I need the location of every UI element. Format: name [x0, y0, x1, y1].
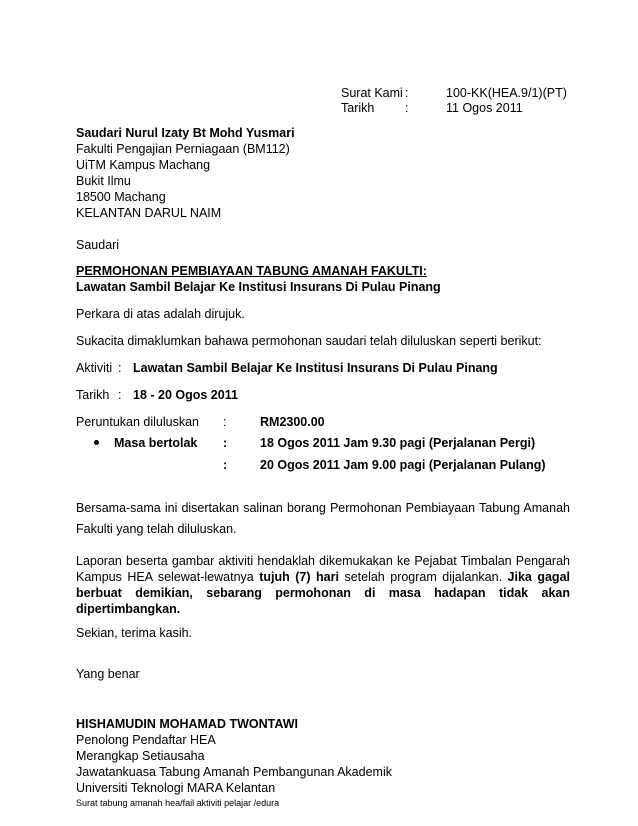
recipient-line: 18500 Machang	[76, 190, 166, 204]
masa-label: Masa bertolak	[114, 436, 198, 450]
paragraph-report	[76, 553, 570, 617]
tarikh-sep: :	[118, 388, 122, 402]
tarikh-value: 18 - 20 Ogos 2011	[133, 388, 238, 402]
reference-label-surat-kami: Surat Kami	[341, 86, 403, 100]
signatory-line: Jawatankuasa Tabung Amanah Pembangunan Akademik	[76, 765, 392, 779]
aktiviti-label: Aktiviti	[76, 361, 113, 375]
masa-sep: :	[223, 436, 228, 450]
report-deadline: tujuh (7) hari	[259, 570, 339, 584]
recipient-line: UiTM Kampus Machang	[76, 158, 211, 172]
reference-date: 11 Ogos 2011	[446, 101, 523, 115]
masa-departure: 18 Ogos 2011 Jam 9.30 pagi (Perjalanan Pergi)	[260, 436, 536, 450]
recipient-line: KELANTAN DARUL NAIM	[76, 206, 222, 220]
paragraph-attachment: Bersama-sama ini disertakan salinan borang Permohonan Pembiayaan Tabung Amanah Fakulti yang telah diluluskan.	[76, 501, 570, 536]
salutation: Saudari	[76, 238, 120, 252]
reference-label-tarikh: Tarikh	[341, 101, 375, 115]
report-warning: Jika gagal berbuat demikian, sebarang permohonan di masa hadapan tidak akan dipertimbangkan.	[76, 570, 570, 616]
signatory-line: Universiti Teknologi MARA Kelantan	[76, 781, 276, 795]
recipient-line: Fakulti Pengajian Perniagaan (BM112)	[76, 142, 290, 156]
reference-sep: :	[405, 101, 409, 115]
signatory-line: Merangkap Setiausaha	[76, 749, 205, 763]
report-text: setelah program dijalankan.	[338, 570, 508, 584]
bullet-icon	[94, 440, 99, 445]
recipient-line: Bukit Ilmu	[76, 174, 131, 188]
paragraph-reference: Perkara di atas adalah dirujuk.	[76, 307, 245, 321]
signatory-line: Penolong Pendaftar HEA	[76, 733, 216, 747]
recipient-name: Saudari Nurul Izaty Bt Mohd Yusmari	[76, 126, 295, 140]
peruntukan-sep: :	[223, 415, 227, 429]
footer-note: Surat tabung amanah hea/fail aktiviti pelajar /edura	[76, 798, 280, 808]
subject-subtitle: Lawatan Sambil Belajar Ke Institusi Insurans Di Pulau Pinang	[76, 280, 441, 294]
peruntukan-value: RM2300.00	[260, 415, 325, 429]
closing: Sekian, terima kasih.	[76, 626, 193, 640]
tarikh-label: Tarikh	[76, 388, 110, 402]
reference-sep: :	[405, 86, 409, 100]
aktiviti-sep: :	[118, 361, 122, 375]
masa-return: 20 Ogos 2011 Jam 9.00 pagi (Perjalanan Pulang)	[260, 458, 546, 472]
signoff: Yang benar	[76, 667, 140, 681]
aktiviti-value: Lawatan Sambil Belajar Ke Institusi Insurans Di Pulau Pinang	[133, 361, 498, 375]
peruntukan-label: Peruntukan diluluskan	[76, 415, 199, 429]
signatory-name: HISHAMUDIN MOHAMAD TWONTAWI	[76, 717, 298, 731]
report-text: Laporan beserta gambar aktiviti hendaklah dikemukakan ke Pejabat Timbalan Pengarah Kampus HEA selewat-lewatnya	[76, 554, 570, 584]
masa-sep: :	[223, 458, 228, 472]
paragraph-approval: Sukacita dimaklumkan bahawa permohonan saudari telah diluluskan seperti berikut:	[76, 334, 542, 348]
reference-number: 100-KK(HEA.9/1)(PT)	[446, 86, 567, 100]
subject-title: PERMOHONAN PEMBIAYAAN TABUNG AMANAH FAKULTI:	[76, 264, 427, 278]
